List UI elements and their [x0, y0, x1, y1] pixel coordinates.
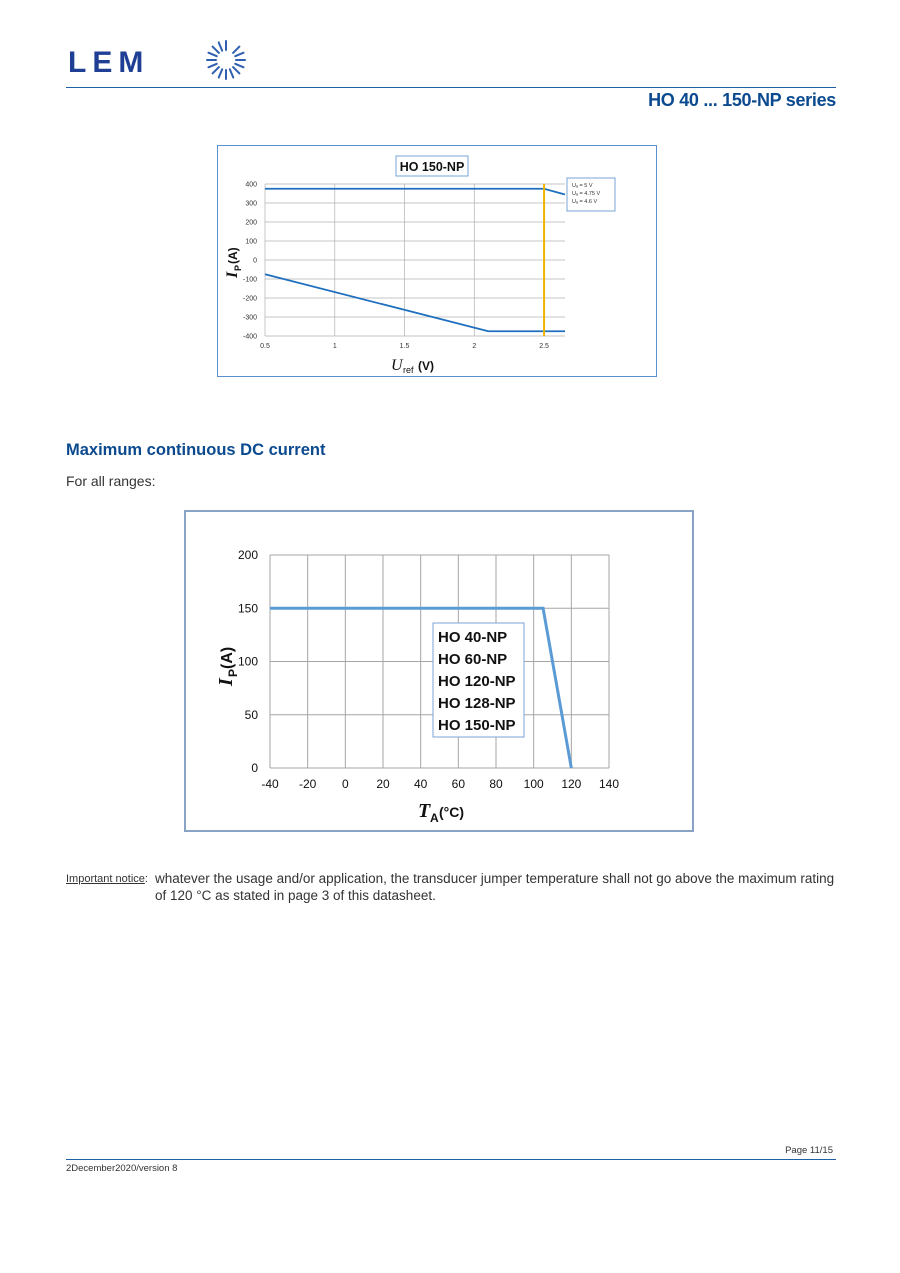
chart-bottom-y-tick-label: 100 — [237, 654, 258, 669]
lem-logo — [68, 38, 258, 86]
chart-bottom-y-tick-label: 200 — [237, 548, 258, 562]
chart-bottom-x-tick-label: 80 — [489, 777, 503, 791]
chart-bottom-legend-item: HO 120-NP — [438, 673, 516, 690]
chart-top-x-axis-label — [391, 357, 434, 375]
chart-bottom-legend-item: HO 60-NP — [438, 651, 508, 668]
chart-top-xlabel-main: U — [391, 357, 403, 374]
sunburst-ray — [233, 47, 239, 53]
chart-bottom-x-axis-label — [418, 800, 464, 825]
chart-bottom-y-tick-label: 150 — [237, 601, 258, 616]
chart-top-series-line — [265, 274, 565, 331]
sunburst-ray — [219, 69, 222, 77]
chart-top-y-tick-label: 200 — [245, 219, 257, 227]
header-rule — [66, 87, 836, 88]
chart-bottom-legend-item: HO 40-NP — [438, 629, 508, 646]
chart-top-y-tick-label: 100 — [245, 238, 257, 246]
notice-text: whatever the usage and/or application, the transducer jumper temperature shall not go above the maximum rating of 120 °C as stated in page 3 of this datasheet. — [155, 871, 835, 903]
chart-top-ylabel-main: I — [224, 271, 241, 278]
chart-bottom-x-tick-label: -40 — [261, 777, 279, 791]
chart-top-xlabel-sub: ref — [403, 365, 414, 375]
chart-top-y-tick-label: -300 — [242, 314, 257, 322]
chart-bottom-x-tick-label: 40 — [413, 777, 428, 791]
sunburst-ray — [230, 69, 233, 77]
chart-bottom-x-tick-label: -20 — [298, 777, 317, 791]
chart-bottom-x-tick-label: 140 — [598, 777, 620, 791]
chart-top-y-tick-label: -200 — [242, 295, 257, 303]
notice-label-text: Important notice — [66, 873, 145, 885]
chart-bottom-xlabel-main: T — [418, 800, 431, 822]
chart-top-legend-item: Uₐ = 4.6 V — [572, 199, 598, 205]
notice-label: Important notice: — [66, 873, 148, 885]
sunburst-ray — [235, 53, 243, 56]
chart-top-title: HO 150-NP — [399, 160, 465, 174]
chart-bottom-x-tick-label: 60 — [451, 777, 466, 791]
chart-bottom-x-tick-label: 0 — [341, 777, 349, 791]
chart-ho150-uref — [217, 145, 657, 377]
sunburst-ray — [235, 64, 243, 67]
chart-top-series-line — [265, 189, 565, 195]
sunburst-ray — [219, 42, 222, 50]
chart-top-x-tick-label: 1 — [332, 343, 337, 350]
chart-bottom-ylabel-unit: (A) — [219, 646, 236, 669]
chart-top-ylabel-sub: P — [233, 264, 243, 271]
chart-top-y-axis-label — [224, 247, 243, 279]
chart-top-x-tick-label: 2 — [472, 343, 477, 350]
chart-top-y-tick-label: -100 — [242, 276, 257, 284]
chart-top-y-tick-label: 0 — [253, 257, 257, 265]
chart-bottom-legend-item: HO 128-NP — [438, 695, 516, 712]
chart-top-x-ticks — [260, 343, 549, 350]
chart-top-y-tick-label: -400 — [242, 333, 257, 341]
document-title: HO 40 ... 150-NP series — [648, 90, 836, 110]
chart-top-y-ticks — [243, 182, 257, 341]
chart-top-y-tick-label: 300 — [245, 200, 257, 208]
chart-bottom-y-axis-label — [215, 647, 240, 687]
chart-bottom-xlabel-unit: (°C) — [439, 804, 465, 820]
section-intro: For all ranges: — [66, 473, 156, 489]
chart-max-dc-current — [184, 510, 694, 832]
chart-bottom-y-ticks — [238, 548, 258, 775]
chart-bottom-ylabel-main: I — [215, 678, 237, 686]
footer-rule — [66, 1159, 836, 1160]
chart-bottom-x-tick-label: 20 — [376, 777, 390, 791]
chart-bottom-x-ticks — [261, 777, 619, 791]
logo-wordmark: LEM — [68, 46, 150, 79]
chart-top-legend-item: Uₐ = 4.75 V — [572, 191, 601, 197]
logo-sunburst-icon — [207, 41, 245, 79]
chart-bottom-x-tick-label: 100 — [523, 777, 544, 791]
chart-top-xlabel-unit: (V) — [418, 359, 434, 373]
chart-top-x-tick-label: 0.5 — [260, 343, 270, 350]
chart-bottom-xlabel-sub: A — [430, 811, 439, 825]
chart-bottom-ylabel-sub: P — [226, 668, 240, 677]
chart-top-y-tick-label: 400 — [245, 181, 257, 189]
chart-bottom-y-tick-label: 0 — [251, 761, 258, 775]
sunburst-ray — [213, 47, 219, 53]
page-number: Page 11/15 — [785, 1145, 833, 1156]
chart-top-x-tick-label: 1.5 — [399, 343, 410, 350]
section-heading: Maximum continuous DC current — [66, 441, 326, 459]
sunburst-ray — [208, 53, 216, 56]
sunburst-ray — [213, 67, 219, 73]
chart-top-ylabel-unit: (A) — [226, 247, 240, 264]
chart-bottom-legend-item: HO 150-NP — [438, 717, 516, 734]
chart-bottom-x-tick-label: 120 — [561, 777, 582, 791]
footer-date-version: 2December2020/version 8 — [66, 1163, 178, 1174]
chart-top-legend-item: Uₐ = 5 V — [572, 183, 593, 189]
chart-top-x-tick-label: 2.5 — [539, 343, 549, 350]
sunburst-ray — [208, 64, 216, 67]
chart-bottom-y-tick-label: 50 — [244, 707, 258, 722]
sunburst-ray — [233, 67, 239, 73]
